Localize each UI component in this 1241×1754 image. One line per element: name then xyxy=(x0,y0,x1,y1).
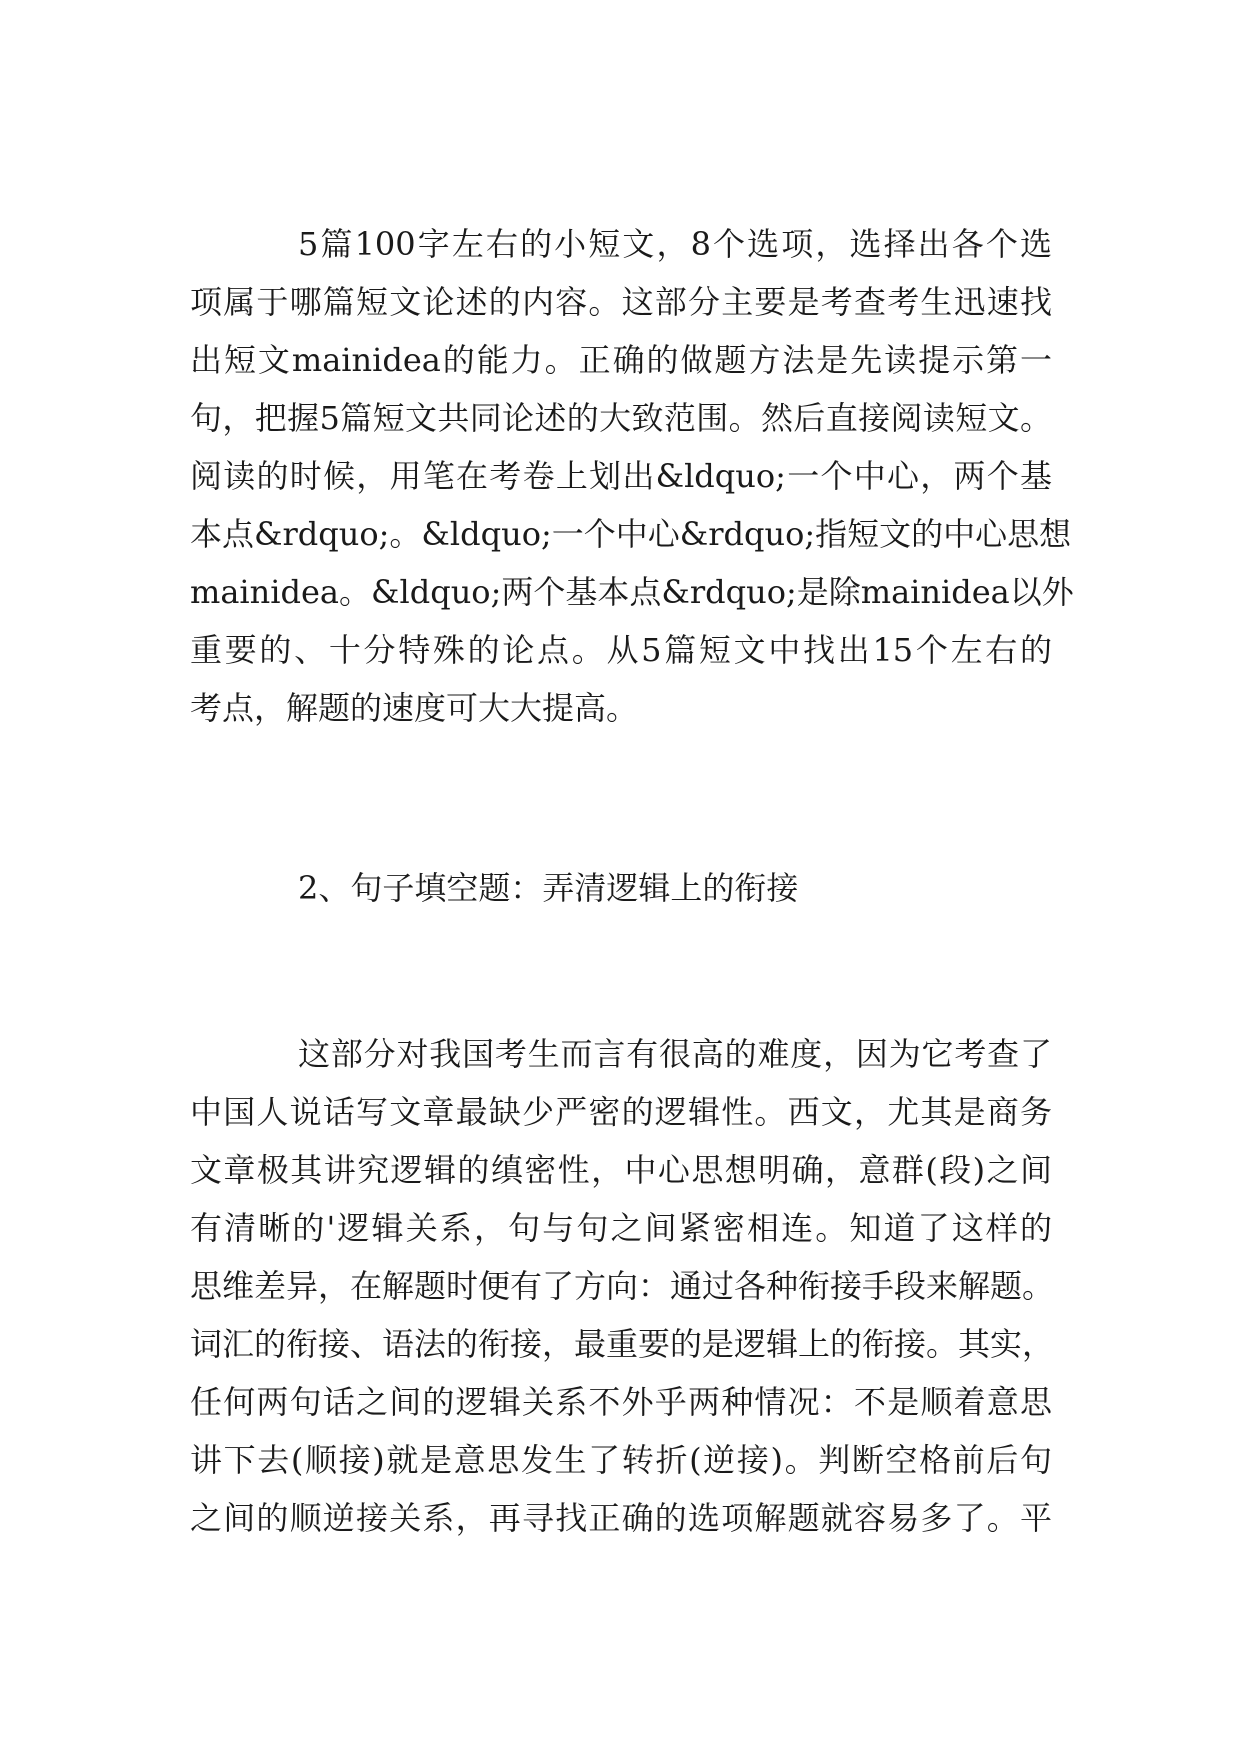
paragraph-1-line-4: 句，把握5篇短文共同论述的大致范围。然后直接阅读短文。 xyxy=(190,399,1052,437)
paragraph-2-line-2: 中国人说话写文章最缺少严密的逻辑性。西文，尤其是商务 xyxy=(190,1093,1052,1131)
paragraph-2-line-7: 任何两句话之间的逻辑关系不外乎两种情况：不是顺着意思 xyxy=(190,1383,1052,1421)
paragraph-1-line-8: 重要的、十分特殊的论点。从5篇短文中找出15个左右的 xyxy=(190,631,1052,669)
paragraph-2-line-9: 之间的顺逆接关系，再寻找正确的选项解题就容易多了。平 xyxy=(190,1499,1052,1537)
paragraph-1-line-9: 考点，解题的速度可大大提高。 xyxy=(190,689,639,727)
paragraph-2-line-1: 这部分对我国考生而言有很高的难度，因为它考查了 xyxy=(298,1035,1052,1073)
paragraph-2-line-8: 讲下去(顺接)就是意思发生了转折(逆接)。判断空格前后句 xyxy=(190,1441,1052,1479)
section-heading: 2、句子填空题：弄清逻辑上的衔接 xyxy=(298,869,799,907)
paragraph-2-line-4: 有清晰的'逻辑关系，句与句之间紧密相连。知道了这样的 xyxy=(190,1209,1052,1247)
paragraph-1-line-2: 项属于哪篇短文论述的内容。这部分主要是考查考生迅速找 xyxy=(190,283,1052,321)
paragraph-1-line-3: 出短文mainidea的能力。正确的做题方法是先读提示第一 xyxy=(190,341,1052,379)
paragraph-2-line-6: 词汇的衔接、语法的衔接，最重要的是逻辑上的衔接。其实， xyxy=(190,1325,1055,1363)
paragraph-1-line-5: 阅读的时候，用笔在考卷上划出&ldquo;一个中心，两个基 xyxy=(190,457,1052,495)
paragraph-1-line-7: mainidea。&ldquo;两个基本点&rdquo;是除mainidea以外 xyxy=(190,573,1074,611)
paragraph-2-line-3: 文章极其讲究逻辑的缜密性，中心思想明确，意群(段)之间 xyxy=(190,1151,1052,1189)
paragraph-1-line-1: 5篇100字左右的小短文，8个选项，选择出各个选 xyxy=(298,225,1052,263)
paragraph-2-line-5: 思维差异，在解题时便有了方向：通过各种衔接手段来解题。 xyxy=(190,1267,1055,1305)
paragraph-1-line-6: 本点&rdquo;。&ldquo;一个中心&rdquo;指短文的中心思想 xyxy=(190,515,1072,553)
